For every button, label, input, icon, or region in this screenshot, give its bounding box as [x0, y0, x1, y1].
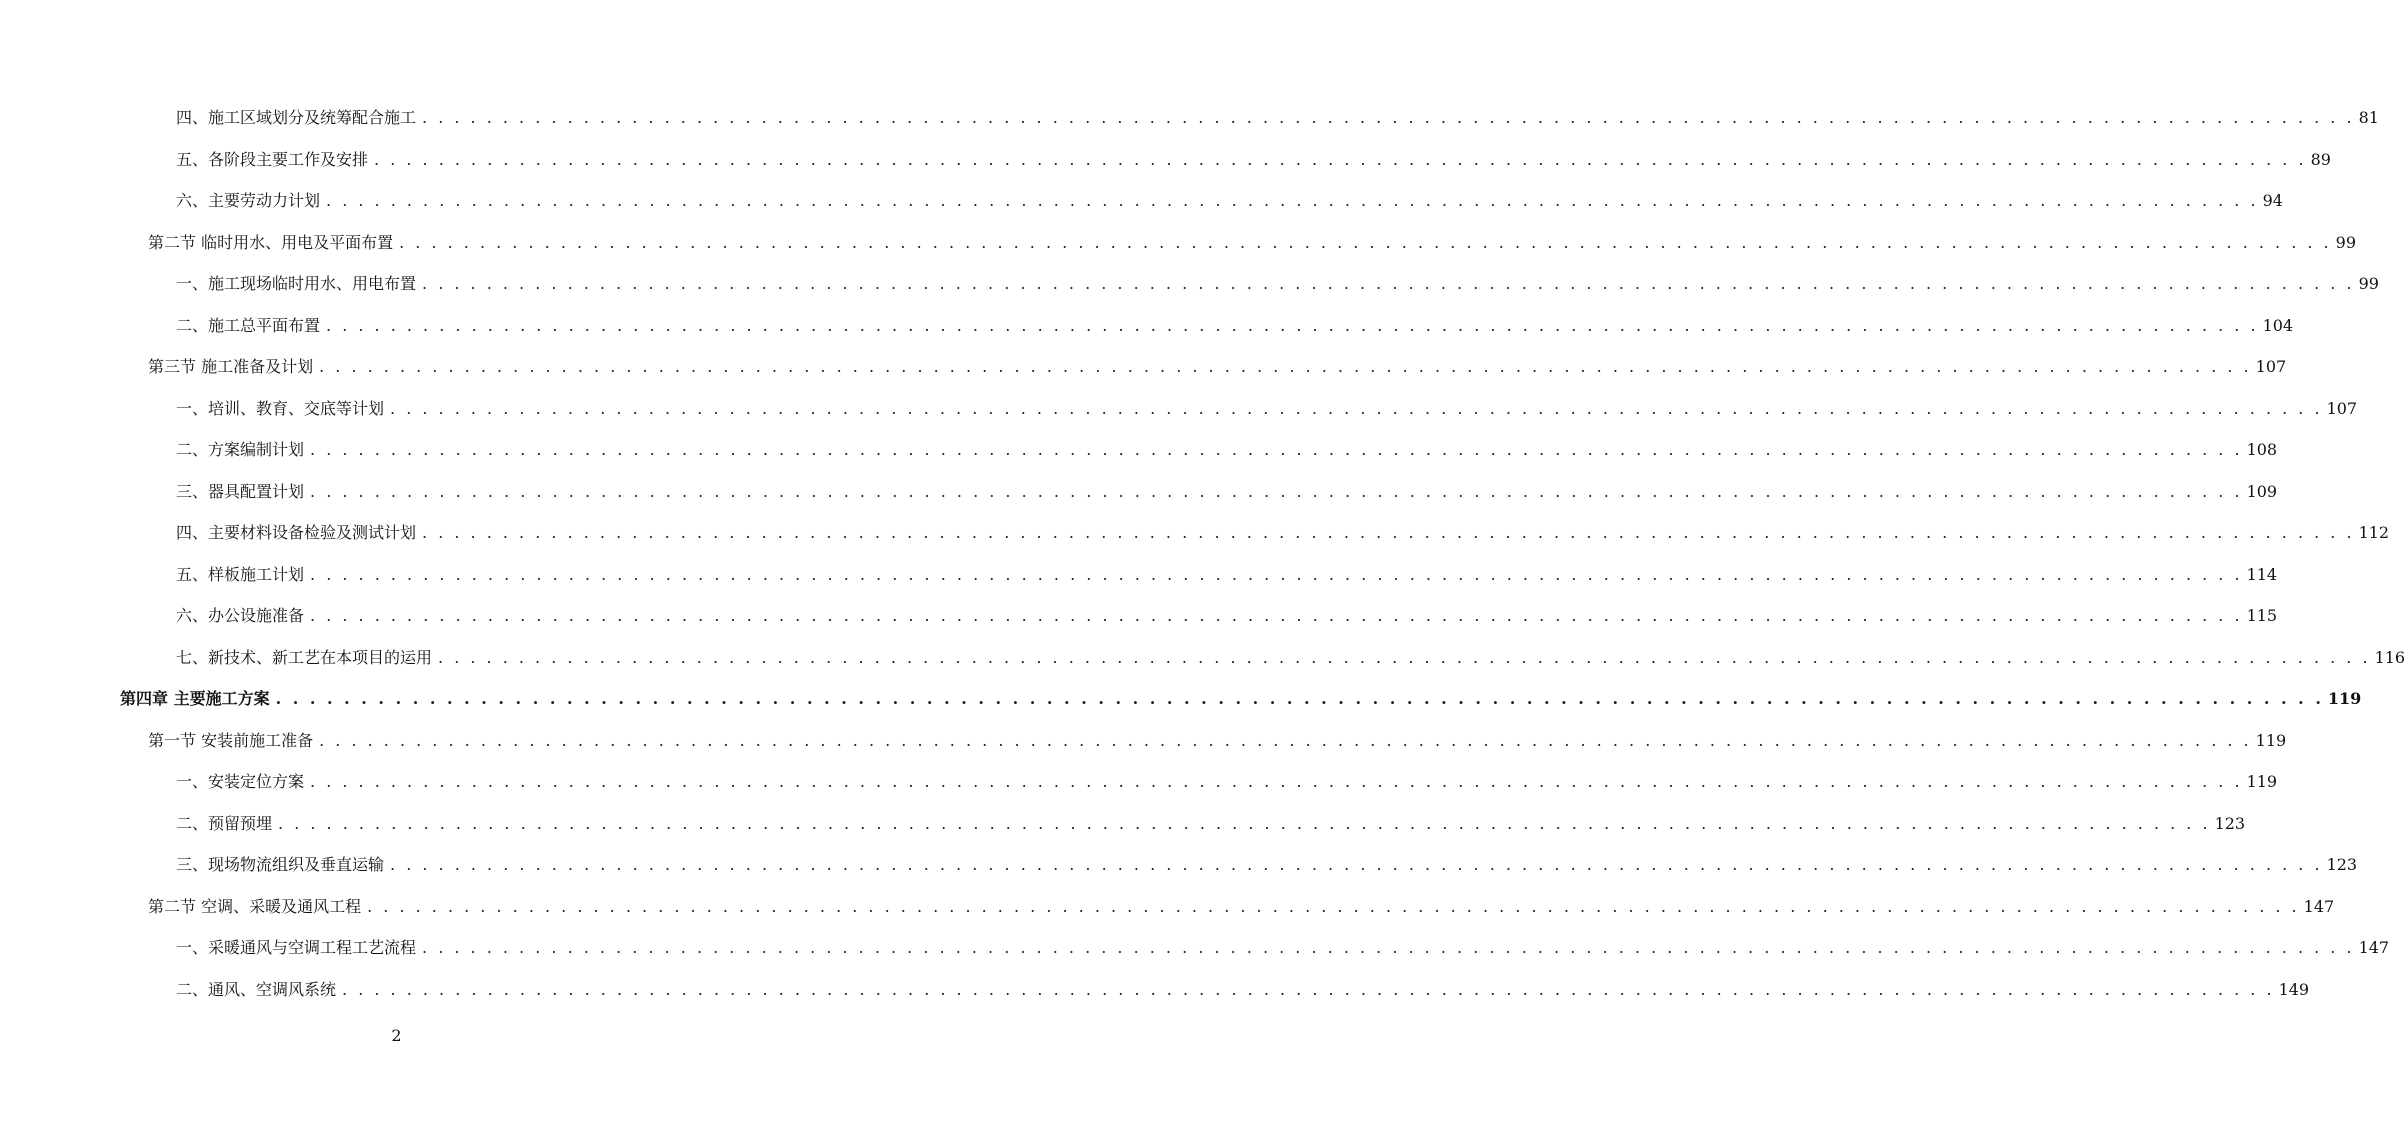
- toc-entry-label: 第四章 主要施工方案: [120, 689, 270, 708]
- toc-entry[interactable]: [176, 106, 2379, 130]
- toc-entry-page: 109: [2246, 482, 2278, 501]
- toc-entry-label: 二、预留预埋: [176, 814, 273, 833]
- toc-entry-page: 112: [2358, 523, 2390, 542]
- toc-entry-page: 149: [2278, 980, 2310, 999]
- toc-dot-leader: . . . . . . . . . . . . . . . . . . . . . . . . . . . . . . . . . . . . . . . . . . . . . . . . . . . . . . . . . . . . . . . . . . . . . . . . . . . . . . . . . . . . . . . . . . . . . . . . . . . . . . . . . . . . . . . . . . . . . . . .: [310, 440, 2243, 459]
- toc-dot-leader: . . . . . . . . . . . . . . . . . . . . . . . . . . . . . . . . . . . . . . . . . . . . . . . . . . . . . . . . . . . . . . . . . . . . . . . . . . . . . . . . . . . . . . . . . . . . . . . . . . . . . . . . . . . . . . . . . . . . . . . .: [319, 357, 2252, 376]
- toc-dot-leader: . . . . . . . . . . . . . . . . . . . . . . . . . . . . . . . . . . . . . . . . . . . . . . . . . . . . . . . . . . . . . . . . . . . . . . . . . . . . . . . . . . . . . . . . . . . . . . . . . . . . . . . . . . . . . . . . . . . . . . . .: [422, 108, 2355, 127]
- toc-dot-leader: . . . . . . . . . . . . . . . . . . . . . . . . . . . . . . . . . . . . . . . . . . . . . . . . . . . . . . . . . . . . . . . . . . . . . . . . . . . . . . . . . . . . . . . . . . . . . . . . . . . . . . . . . . . . . . . . . . . . . . . .: [326, 316, 2259, 335]
- toc-entry-label: 一、安装定位方案: [176, 772, 305, 791]
- toc-entry[interactable]: [176, 480, 2278, 504]
- toc-dot-leader: . . . . . . . . . . . . . . . . . . . . . . . . . . . . . . . . . . . . . . . . . . . . . . . . . . . . . . . . . . . . . . . . . . . . . . . . . . . . . . . . . . . . . . . . . . . . . . . . . . . . . . . . . . . . . . . . . . . . . . . .: [422, 523, 2355, 542]
- toc-entry-label: 六、办公设施准备: [176, 606, 305, 625]
- toc-entry-page: 115: [2246, 606, 2278, 625]
- toc-dot-leader: . . . . . . . . . . . . . . . . . . . . . . . . . . . . . . . . . . . . . . . . . . . . . . . . . . . . . . . . . . . . . . . . . . . . . . . . . . . . . . . . . . . . . . . . . . . . . . . . . . . . . . . . . . . . . . . . . . . . . . . .: [278, 814, 2211, 833]
- toc-entry[interactable]: [176, 148, 2331, 172]
- toc-dot-leader: . . . . . . . . . . . . . . . . . . . . . . . . . . . . . . . . . . . . . . . . . . . . . . . . . . . . . . . . . . . . . . . . . . . . . . . . . . . . . . . . . . . . . . . . . . . . . . . . . . . . . . . . . . . . . . . . . . . . . . . .: [275, 689, 2324, 708]
- toc-entry-page: 147: [2303, 897, 2335, 916]
- toc-dot-leader: . . . . . . . . . . . . . . . . . . . . . . . . . . . . . . . . . . . . . . . . . . . . . . . . . . . . . . . . . . . . . . . . . . . . . . . . . . . . . . . . . . . . . . . . . . . . . . . . . . . . . . . . . . . . . . . . . . . . . . . .: [367, 897, 2300, 916]
- toc-entry[interactable]: [176, 272, 2379, 296]
- toc-entry-label: 第二节 临时用水、用电及平面布置: [148, 233, 394, 252]
- toc-entry-label: 三、现场物流组织及垂直运输: [176, 855, 385, 874]
- toc-entry-label: 二、施工总平面布置: [176, 316, 321, 335]
- toc-entry[interactable]: [176, 604, 2278, 628]
- toc-entry-label: 四、施工区域划分及统筹配合施工: [176, 108, 417, 127]
- toc-dot-leader: . . . . . . . . . . . . . . . . . . . . . . . . . . . . . . . . . . . . . . . . . . . . . . . . . . . . . . . . . . . . . . . . . . . . . . . . . . . . . . . . . . . . . . . . . . . . . . . . . . . . . . . . . . . . . . . . . . . . . . . .: [390, 855, 2323, 874]
- toc-entry-label: 五、样板施工计划: [176, 565, 305, 584]
- toc-entry-page: 99: [2358, 274, 2379, 293]
- toc-entry-page: 99: [2335, 233, 2356, 252]
- toc-dot-leader: . . . . . . . . . . . . . . . . . . . . . . . . . . . . . . . . . . . . . . . . . . . . . . . . . . . . . . . . . . . . . . . . . . . . . . . . . . . . . . . . . . . . . . . . . . . . . . . . . . . . . . . . . . . . . . . . . . . . . . . .: [422, 274, 2355, 293]
- toc-entry[interactable]: [176, 853, 2358, 877]
- toc-entry[interactable]: [176, 812, 2246, 836]
- toc-entry-page: 123: [2214, 814, 2246, 833]
- toc-dot-leader: . . . . . . . . . . . . . . . . . . . . . . . . . . . . . . . . . . . . . . . . . . . . . . . . . . . . . . . . . . . . . . . . . . . . . . . . . . . . . . . . . . . . . . . . . . . . . . . . . . . . . . . . . . . . . . . . . . . . . . . .: [319, 731, 2252, 750]
- toc-entry-label: 三、器具配置计划: [176, 482, 305, 501]
- toc-dot-leader: . . . . . . . . . . . . . . . . . . . . . . . . . . . . . . . . . . . . . . . . . . . . . . . . . . . . . . . . . . . . . . . . . . . . . . . . . . . . . . . . . . . . . . . . . . . . . . . . . . . . . . . . . . . . . . . . . . . . . . . .: [310, 606, 2243, 625]
- toc-dot-leader: . . . . . . . . . . . . . . . . . . . . . . . . . . . . . . . . . . . . . . . . . . . . . . . . . . . . . . . . . . . . . . . . . . . . . . . . . . . . . . . . . . . . . . . . . . . . . . . . . . . . . . . . . . . . . . . . . . . . . . . .: [326, 191, 2259, 210]
- toc-entry[interactable]: [120, 687, 2362, 711]
- toc-entry-label: 五、各阶段主要工作及安排: [176, 150, 369, 169]
- toc-entry-page: 107: [2255, 357, 2287, 376]
- toc-entry[interactable]: [176, 189, 2283, 213]
- page-number: 2: [391, 1026, 402, 1045]
- toc-entry[interactable]: [176, 563, 2278, 587]
- toc-entry[interactable]: [148, 355, 2287, 379]
- toc-entry[interactable]: [176, 521, 2390, 545]
- toc-entry[interactable]: [148, 231, 2356, 255]
- toc-entry-label: 二、通风、空调风系统: [176, 980, 337, 999]
- toc-entry-page: 108: [2246, 440, 2278, 459]
- toc-entry-label: 一、采暖通风与空调工程工艺流程: [176, 938, 417, 957]
- toc-entry-label: 七、新技术、新工艺在本项目的运用: [176, 648, 433, 667]
- toc-entry-page: 89: [2310, 150, 2331, 169]
- toc-entry[interactable]: [176, 314, 2294, 338]
- toc-entry[interactable]: [148, 729, 2287, 753]
- toc-entry-label: 六、主要劳动力计划: [176, 191, 321, 210]
- toc-entry-label: 第一节 安装前施工准备: [148, 731, 314, 750]
- toc-entry[interactable]: [176, 978, 2310, 1002]
- toc-entry[interactable]: [176, 770, 2278, 794]
- toc-entry-page: 107: [2326, 399, 2358, 418]
- toc-entry-page: 119: [2255, 731, 2287, 750]
- toc-entry[interactable]: [176, 646, 2405, 670]
- toc-entry-page: 119: [2327, 689, 2362, 708]
- toc-entry[interactable]: [148, 895, 2335, 919]
- toc-entry-page: 147: [2358, 938, 2390, 957]
- toc-dot-leader: . . . . . . . . . . . . . . . . . . . . . . . . . . . . . . . . . . . . . . . . . . . . . . . . . . . . . . . . . . . . . . . . . . . . . . . . . . . . . . . . . . . . . . . . . . . . . . . . . . . . . . . . . . . . . . . . . . . . . . . .: [374, 150, 2307, 169]
- toc-entry-page: 104: [2262, 316, 2294, 335]
- toc-entry[interactable]: [176, 397, 2358, 421]
- toc-entry-page: 81: [2358, 108, 2379, 127]
- toc-dot-leader: . . . . . . . . . . . . . . . . . . . . . . . . . . . . . . . . . . . . . . . . . . . . . . . . . . . . . . . . . . . . . . . . . . . . . . . . . . . . . . . . . . . . . . . . . . . . . . . . . . . . . . . . . . . . . . . . . . . . . . . .: [310, 565, 2243, 584]
- toc-entry-page: 119: [2246, 772, 2278, 791]
- toc-entry[interactable]: [176, 936, 2390, 960]
- toc-entry-label: 第三节 施工准备及计划: [148, 357, 314, 376]
- toc-entry-label: 四、主要材料设备检验及测试计划: [176, 523, 417, 542]
- toc-entry-page: 94: [2262, 191, 2283, 210]
- toc-dot-leader: . . . . . . . . . . . . . . . . . . . . . . . . . . . . . . . . . . . . . . . . . . . . . . . . . . . . . . . . . . . . . . . . . . . . . . . . . . . . . . . . . . . . . . . . . . . . . . . . . . . . . . . . . . . . . . . . . . . . . . . .: [438, 648, 2371, 667]
- toc-entry-label: 一、培训、教育、交底等计划: [176, 399, 385, 418]
- toc-entry[interactable]: [176, 438, 2278, 462]
- toc-dot-leader: . . . . . . . . . . . . . . . . . . . . . . . . . . . . . . . . . . . . . . . . . . . . . . . . . . . . . . . . . . . . . . . . . . . . . . . . . . . . . . . . . . . . . . . . . . . . . . . . . . . . . . . . . . . . . . . . . . . . . . . .: [399, 233, 2332, 252]
- toc-dot-leader: . . . . . . . . . . . . . . . . . . . . . . . . . . . . . . . . . . . . . . . . . . . . . . . . . . . . . . . . . . . . . . . . . . . . . . . . . . . . . . . . . . . . . . . . . . . . . . . . . . . . . . . . . . . . . . . . . . . . . . . .: [310, 772, 2243, 791]
- toc-dot-leader: . . . . . . . . . . . . . . . . . . . . . . . . . . . . . . . . . . . . . . . . . . . . . . . . . . . . . . . . . . . . . . . . . . . . . . . . . . . . . . . . . . . . . . . . . . . . . . . . . . . . . . . . . . . . . . . . . . . . . . . .: [422, 938, 2355, 957]
- toc-dot-leader: . . . . . . . . . . . . . . . . . . . . . . . . . . . . . . . . . . . . . . . . . . . . . . . . . . . . . . . . . . . . . . . . . . . . . . . . . . . . . . . . . . . . . . . . . . . . . . . . . . . . . . . . . . . . . . . . . . . . . . . .: [310, 482, 2243, 501]
- toc-entry-page: 123: [2326, 855, 2358, 874]
- toc-entry-label: 第二节 空调、采暖及通风工程: [148, 897, 362, 916]
- toc-entry-page: 114: [2246, 565, 2278, 584]
- toc-dot-leader: . . . . . . . . . . . . . . . . . . . . . . . . . . . . . . . . . . . . . . . . . . . . . . . . . . . . . . . . . . . . . . . . . . . . . . . . . . . . . . . . . . . . . . . . . . . . . . . . . . . . . . . . . . . . . . . . . . . . . . . .: [390, 399, 2323, 418]
- toc-entry-page: 116: [2374, 648, 2405, 667]
- toc-entry-label: 二、方案编制计划: [176, 440, 305, 459]
- toc-dot-leader: . . . . . . . . . . . . . . . . . . . . . . . . . . . . . . . . . . . . . . . . . . . . . . . . . . . . . . . . . . . . . . . . . . . . . . . . . . . . . . . . . . . . . . . . . . . . . . . . . . . . . . . . . . . . . . . . . . . . . . . .: [342, 980, 2275, 999]
- toc-entry-label: 一、施工现场临时用水、用电布置: [176, 274, 417, 293]
